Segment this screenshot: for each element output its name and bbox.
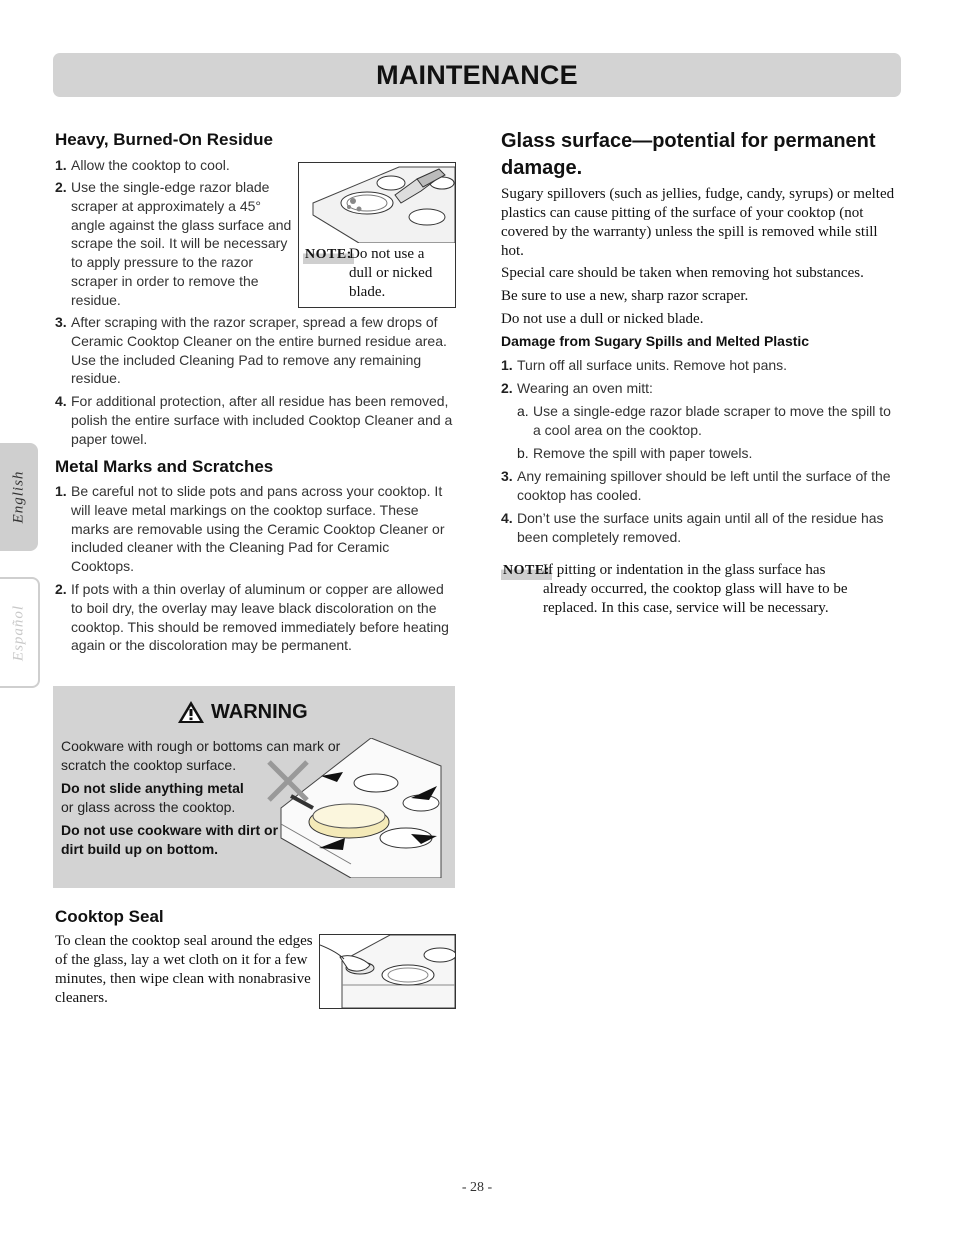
- warning-bold-3: Do not use cookware with dirt or dirt build up on bottom.: [61, 822, 279, 857]
- item-text: Any remaining spillover should be left until the surface of the cooktop has cooled.: [517, 468, 891, 503]
- item-number: 3.: [501, 468, 513, 484]
- glass-surface-para-2: Special care should be taken when removing hot substances.: [501, 265, 864, 281]
- item-number: 4.: [55, 393, 67, 409]
- tab-espanol[interactable]: [0, 577, 40, 688]
- item-text: Use a single-edge razor blade scraper to move the spill to a cool area on the cooktop.: [533, 403, 891, 438]
- item-text: Allow the cooktop to cool.: [71, 157, 230, 173]
- glass-surface-heading: Glass surface—potential for permanent damage.: [501, 130, 876, 179]
- tab-espanol-label: Español: [10, 604, 27, 661]
- item-letter: a.: [517, 403, 529, 419]
- page-title: MAINTENANCE: [376, 60, 578, 90]
- heavy-residue-heading: Heavy, Burned-On Residue: [55, 130, 273, 149]
- item-text: Remove the spill with paper towels.: [533, 445, 753, 461]
- tab-english[interactable]: [0, 443, 38, 551]
- warning-bold-2: Do not slide anything metal: [61, 780, 244, 796]
- warning-box: [53, 686, 455, 888]
- sugary-spills-subheading: Damage from Sugary Spills and Melted Plastic: [501, 333, 810, 349]
- glass-surface-para-1: Sugary spillovers (such as jellies, fudge, candy, syrups) or melted plastics can cause pitting of the surface of your cooktop (not covered by the warranty) unless the spill is removed while still hot.: [501, 186, 895, 259]
- item-text: Turn off all surface units. Remove hot pans.: [517, 357, 788, 373]
- item-text: Be careful not to slide pots and pans across your cooktop. It will leave metal markings on the cooktop surface. These marks are removable using the Ceramic Cooktop Cleaner or included cleaner with the Cleaning Pad for Ceramic Cooktops.: [71, 483, 445, 575]
- note-label: NOTE:: [305, 247, 352, 262]
- warning-triangle-icon: [177, 700, 205, 724]
- warning-title: [177, 700, 308, 724]
- warning-line-2: or glass across the cooktop.: [61, 799, 236, 815]
- item-number: 1.: [55, 483, 67, 499]
- note-text: Do not use a dull or nicked blade.: [349, 246, 433, 300]
- item-text: Don’t use the surface units again until all of the residue has been completely removed.: [517, 510, 884, 545]
- item-number: 4.: [501, 510, 513, 526]
- cooktop-seal-heading: Cooktop Seal: [55, 907, 164, 926]
- cooktop-seal-text: To clean the cooktop seal around the edges of the glass, lay a wet cloth on it for a few minutes, then wipe clean with nonabrasive cleaners.: [55, 933, 313, 1006]
- item-text: Use the single-edge razor blade scraper at approximately a 45° angle against the glass surface and scrape the soil. It will be necessary to apply pressure to the razor scraper in order to remove the residue.: [71, 179, 292, 308]
- item-text: Wearing an oven mitt:: [517, 380, 653, 396]
- item-number: 1.: [55, 157, 67, 173]
- scraper-illustration: [299, 163, 455, 243]
- glass-surface-para-4: Do not use a dull or nicked blade.: [501, 311, 704, 327]
- item-number: 2.: [55, 179, 67, 195]
- item-letter: b.: [517, 445, 529, 461]
- item-text: After scraping with the razor scraper, spread a few drops of Ceramic Cooktop Cleaner on the entire burned residue area. Use the included Cleaning Pad to remove any remaining residue.: [71, 314, 447, 387]
- note-label: NOTE:: [503, 563, 550, 578]
- seal-figure: [319, 934, 456, 1009]
- note-text: If pitting or indentation in the glass surface has already occurred, the cooktop glass will have to be replaced. In this case, service will be necessary.: [543, 562, 848, 616]
- glass-surface-para-3: Be sure to use a new, sharp razor scraper.: [501, 288, 749, 304]
- page-number: - 28 -: [461, 1180, 493, 1195]
- warning-title-text: WARNING: [211, 700, 308, 723]
- scraper-figure: [298, 162, 456, 308]
- metal-marks-heading: Metal Marks and Scratches: [55, 457, 274, 476]
- item-number: 1.: [501, 357, 513, 373]
- item-number: 2.: [55, 581, 67, 597]
- item-text: For additional protection, after all residue has been removed, polish the entire surface with included Cooktop Cleaner and a paper towel.: [71, 393, 453, 447]
- tab-english-label: English: [10, 470, 27, 524]
- warning-line-1: Cookware with rough or bottoms can mark or scratch the cooktop surface.: [61, 738, 341, 773]
- title-bar: [53, 53, 901, 97]
- item-number: 3.: [55, 314, 67, 330]
- seal-cleaning-illustration: [320, 935, 455, 1008]
- item-text: If pots with a thin overlay of aluminum or copper are allowed to boil dry, the overlay may leave black discoloration on the cooktop. This should be removed immediately before heating again or the discoloration may be permanent.: [71, 581, 449, 654]
- item-number: 2.: [501, 380, 513, 396]
